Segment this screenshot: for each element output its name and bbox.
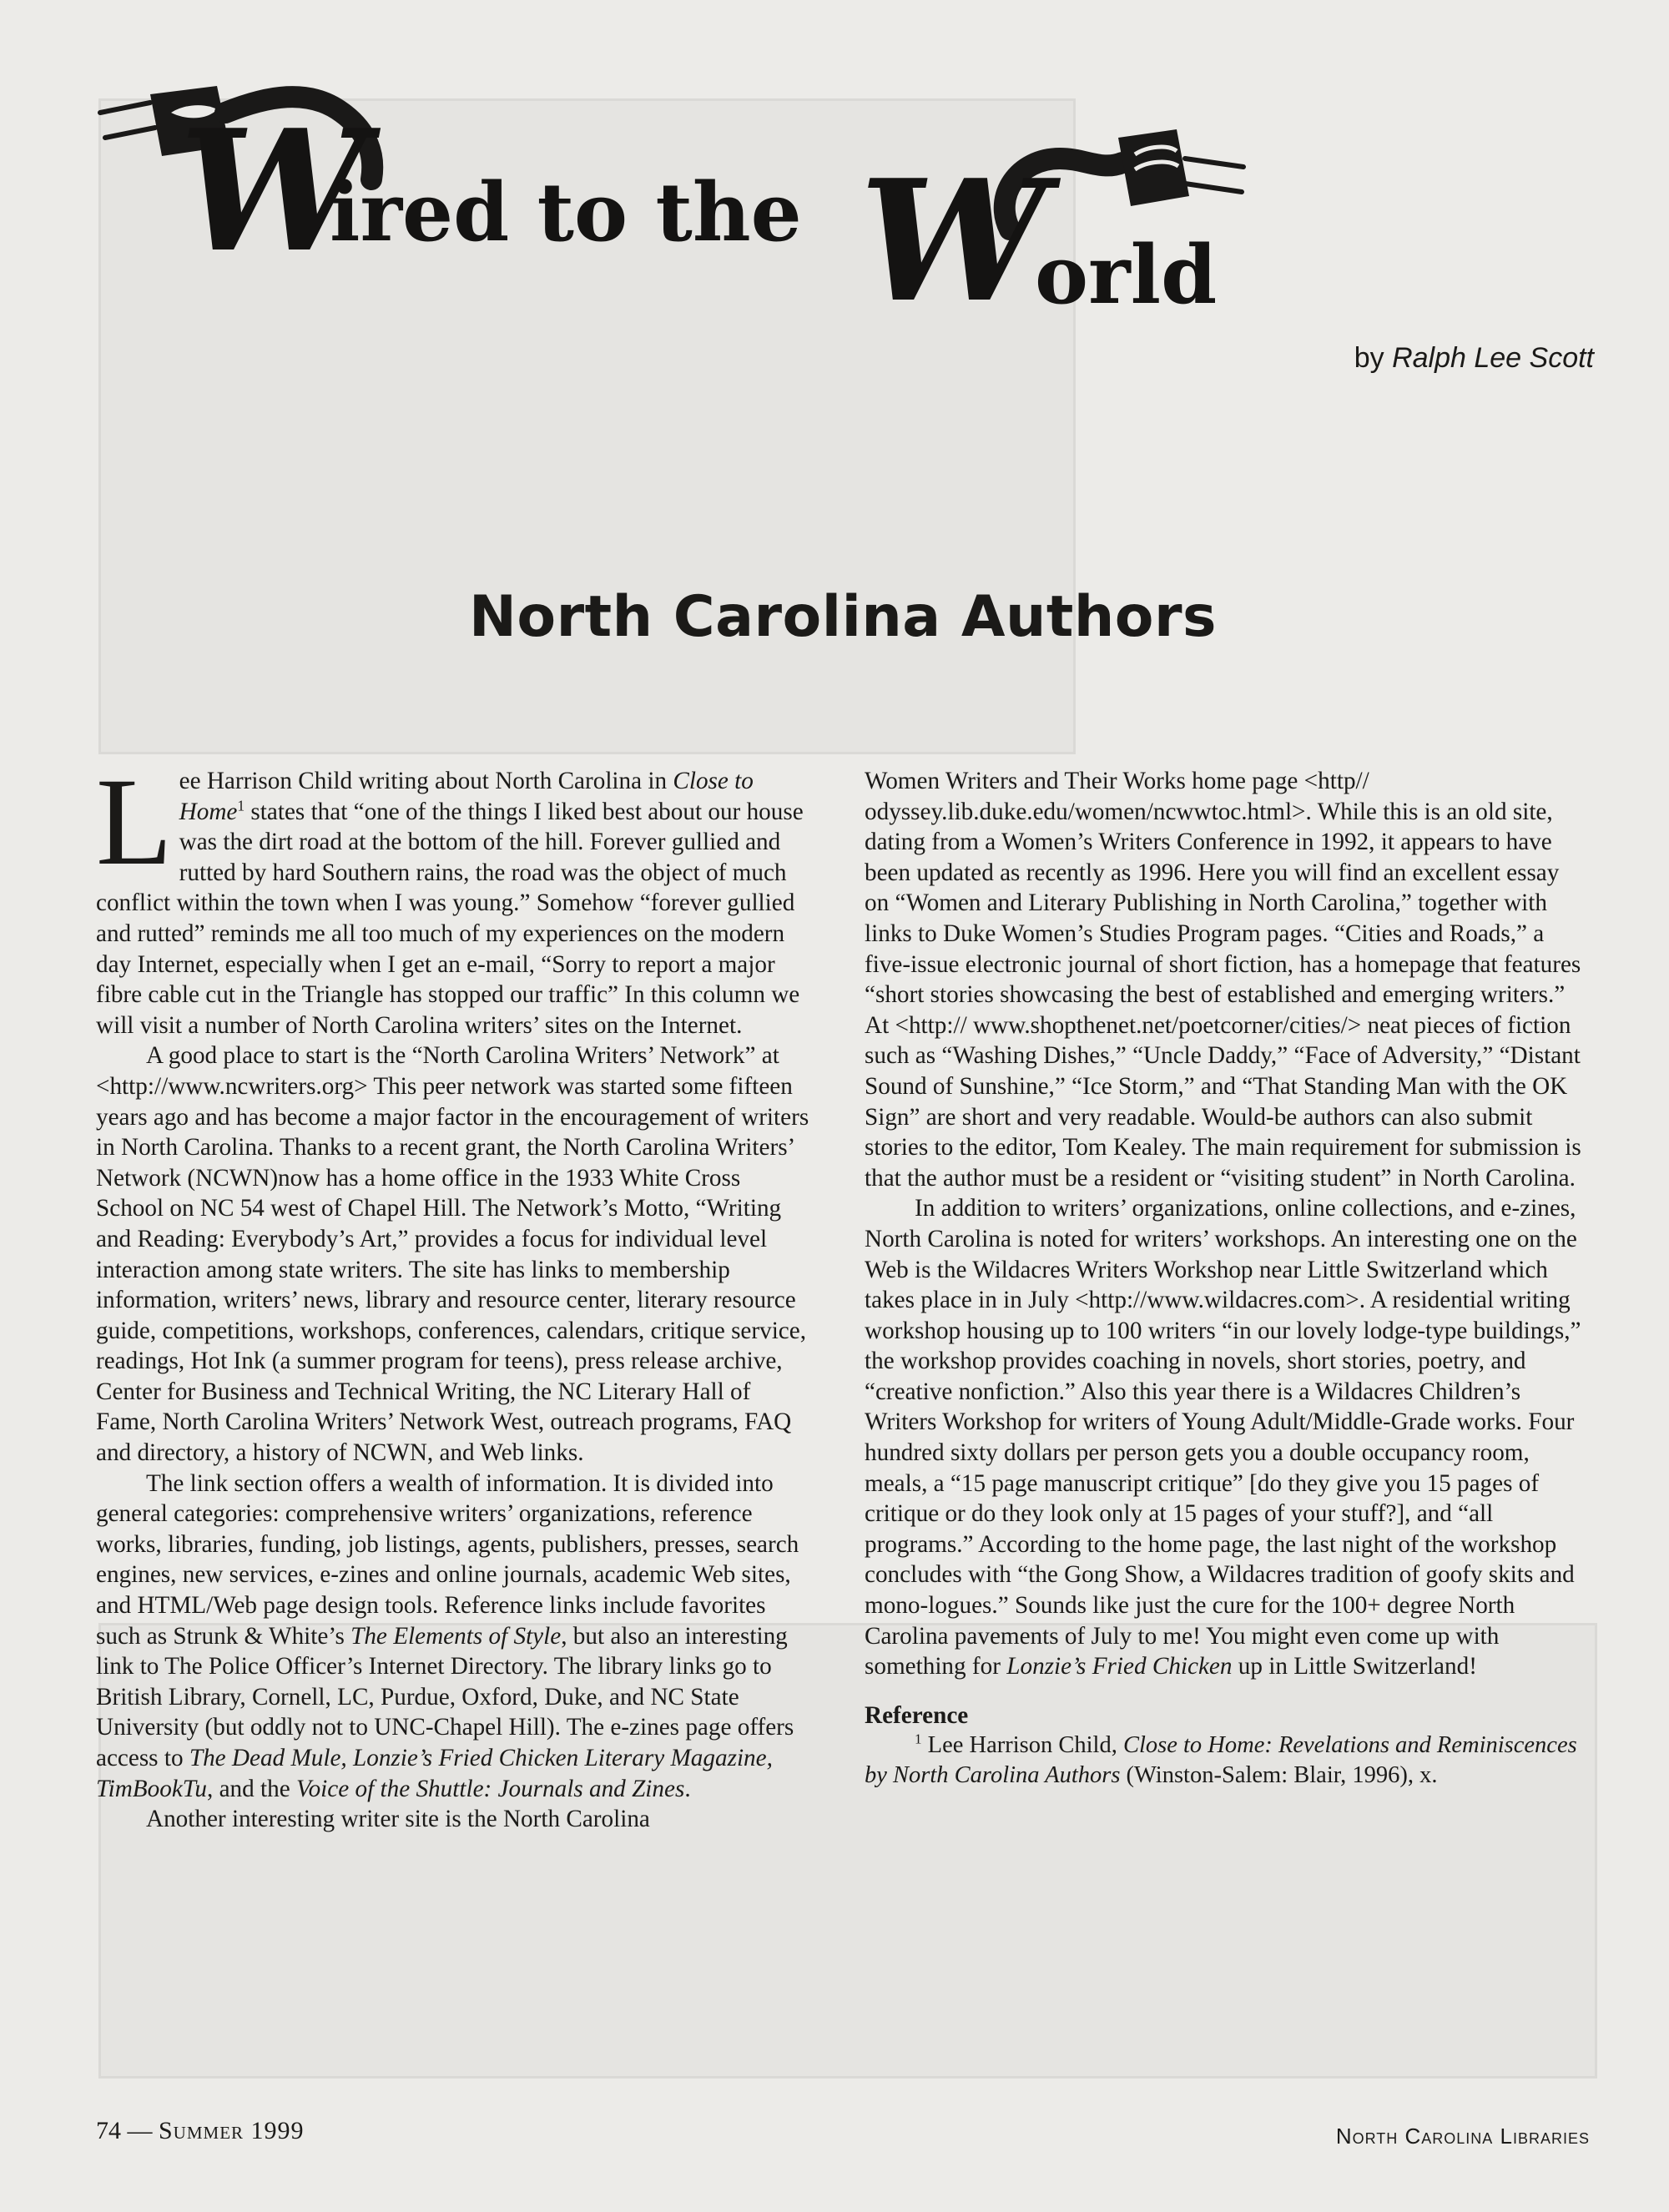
links-text-c: , and the — [207, 1775, 296, 1802]
footer-left — [96, 2117, 305, 2145]
reference-text-a: Lee Harrison Child, — [921, 1732, 1123, 1759]
byline — [1344, 342, 1594, 375]
intro-text-b: states that “one of the things I liked best about our house was the dirt road at the bottom of the hill. Forever gullied and rutted by hard Southern rains, the road was the object of much conflict within the town when I was young.” Somehow “forever gullied and rutted” reminds me all too much of my experiences on the modern day Internet, especially when I get an e-mail, “Sorry to report a major fibre cable cut in the Triangle has stopped our traffic” In this column we will visit a number of North Carolina writers’ sites on the Internet. — [96, 798, 804, 1039]
title-initial-w: W — [179, 93, 367, 290]
links-text-a: The link section offers a wealth of information. It is divided into general categories: comprehensive writers’ organizations, reference works, libraries, funding, job listings, agents, publishers, presses, search engines, new services, e-zines and online journals, academic Web sites, and HTML/Web page design tools. Reference links include favorites such as Strunk & White’s — [96, 1469, 799, 1650]
workshops-text-b: up in Little Switzerland! — [1232, 1653, 1477, 1680]
links-text-d: . — [684, 1775, 691, 1802]
journal-name: North Carolina Libraries — [1335, 2124, 1590, 2149]
reference-entry — [865, 1731, 1582, 1791]
links-italic-3: Voice of the Shuttle: Journals and Zines — [296, 1775, 685, 1802]
links-italic-2: The Dead Mule, Lonzie’s Fried Chicken Literary Magazine, TimBookTu — [96, 1745, 773, 1802]
byline-author: Ralph Lee Scott — [1392, 342, 1594, 374]
workshops-text-a: In addition to writers’ organizations, online collections, and e-zines, North Carolina is noted for writers’ workshops. An interesting one on the Web is the Wildacres Writers Workshop near Little Switzerland which takes place in in July <http://www.wildacres.com>. A residential writing workshop housing up to 100 writers “in our lovely lodge-type buildings,” the workshop provides coaching in novels, short stories, poetry, and “creative nonfiction.” Also this year there is a Wildacres Children’s Writers Workshop for writers of Young Adult/Middle-Grade works. Four hundred sixty dollars per person gets you a double occupancy room, meals, a “15 page manuscript critique” [do they give you 15 pages of critique or do they look only at 15 pages of your stuff?], and “all programs.” According to the home page, the last night of the workshop concludes with “the Gong Show, a Wildacres tradition of goofy skits and mono-logues.” Sounds like just the cure for the 100+ degree North Carolina pavements of July to me! You might even come up with something for — [865, 1195, 1581, 1680]
intro-book-title: Close to Home — [179, 768, 754, 825]
paragraph-continued: Another interesting writer site is the North Carolina — [146, 1806, 650, 1833]
paragraph-links — [96, 1469, 814, 1805]
workshops-italic: Lonzie’s Fried Chicken — [1006, 1653, 1233, 1680]
page-number: 74 — [96, 2117, 121, 2144]
drop-cap: L — [96, 753, 173, 891]
section-title: North Carolina Authors — [468, 584, 1218, 650]
reference-marker: 1 — [915, 1731, 922, 1747]
byline-prefix: by — [1354, 342, 1384, 374]
intro-text-a: ee Harrison Child writing about North Carolina in — [179, 768, 668, 794]
title-initial-w2: W — [860, 144, 1047, 340]
reference-italic: Close to Home: Revelations and Reminiscences by North Carolina Authors — [865, 1732, 1577, 1789]
links-text-b: , but also an interesting link to The Police Officer’s Internet Directory. The library links go to British Library, Cornell, LC, Purdue, Oxford, Duke, and NC State University (but oddly not to UNC-Chapel Hill). The e-zines page offers access to — [96, 1622, 794, 1771]
paragraph-intro — [96, 753, 814, 1040]
paragraph-ncwn: A good place to start is the “North Carolina Writers’ Network” at <http://www.ncwriters.org> This peer network was started some fifteen years ago and has become a major factor in the encouragement of writers in North Carolina. Thanks to a recent grant, the North Carolina Writers’ Network (NCWN)now has a home office in the 1933 White Cross School on NC 54 west of Chapel Hill. The Network’s Motto, “Writing and Reading: Everybody’s Art,” provides a focus for individual level interaction among state writers. The site has links to membership information, writers’ news, library and resource center, literary resource guide, competitions, workshops, conferences, calendars, critique service, readings, Hot Ink (a summer program for teens), press release archive, Center for Business and Technical Writing, the NC Literary Hall of Fame, North Carolina Writers’ Network West, outreach programs, FAQ and directory, a history of NCWN, and Web links. — [96, 1042, 809, 1467]
footer-dash: — — [127, 2117, 153, 2144]
links-italic-1: The Elements of Style — [350, 1622, 562, 1650]
right-column — [865, 766, 1582, 1791]
reference-heading: Reference — [865, 1701, 969, 1729]
reference-text-b: (Winston-Salem: Blair, 1996), x. — [1120, 1762, 1438, 1789]
title-part-1: ired to the — [330, 165, 802, 259]
left-column — [96, 753, 814, 1835]
footnote-marker: 1 — [237, 796, 245, 814]
paragraph-workshops — [865, 1193, 1582, 1682]
title-part-2: orld — [1035, 228, 1218, 322]
issue-season: Summer 1999 — [159, 2117, 305, 2144]
paragraph-women-writers: Women Writers and Their Works home page <http// odyssey.lib.duke.edu/women/ncwwtoc.html>. While this is an old site, dating from a Women’s Writers Conference in 1992, it appears to have been updated as recently as 1996. Here you will find an excellent essay on “Women and Literary Publishing in North Carolina,” together with links to Duke Women’s Studies Program pages. “Cities and Roads,” a five-issue electronic journal of short fiction, has a homepage that features “short stories showcasing the best of established and emerging writers.” At <http:// www.shopthenet.net/poetcorner/cities/> neat pieces of fiction such as “Washing Dishes,” “Uncle Daddy,” “Face of Adversity,” “Distant Sound of Sunshine,” “Ice Storm,” and “That Standing Man with the OK Sign” are short and very readable. Would-be authors can also submit stories to the editor, Tom Kealey. The main requirement for submission is that the author must be a resident or “visiting student” in North Carolina. — [865, 768, 1581, 1192]
